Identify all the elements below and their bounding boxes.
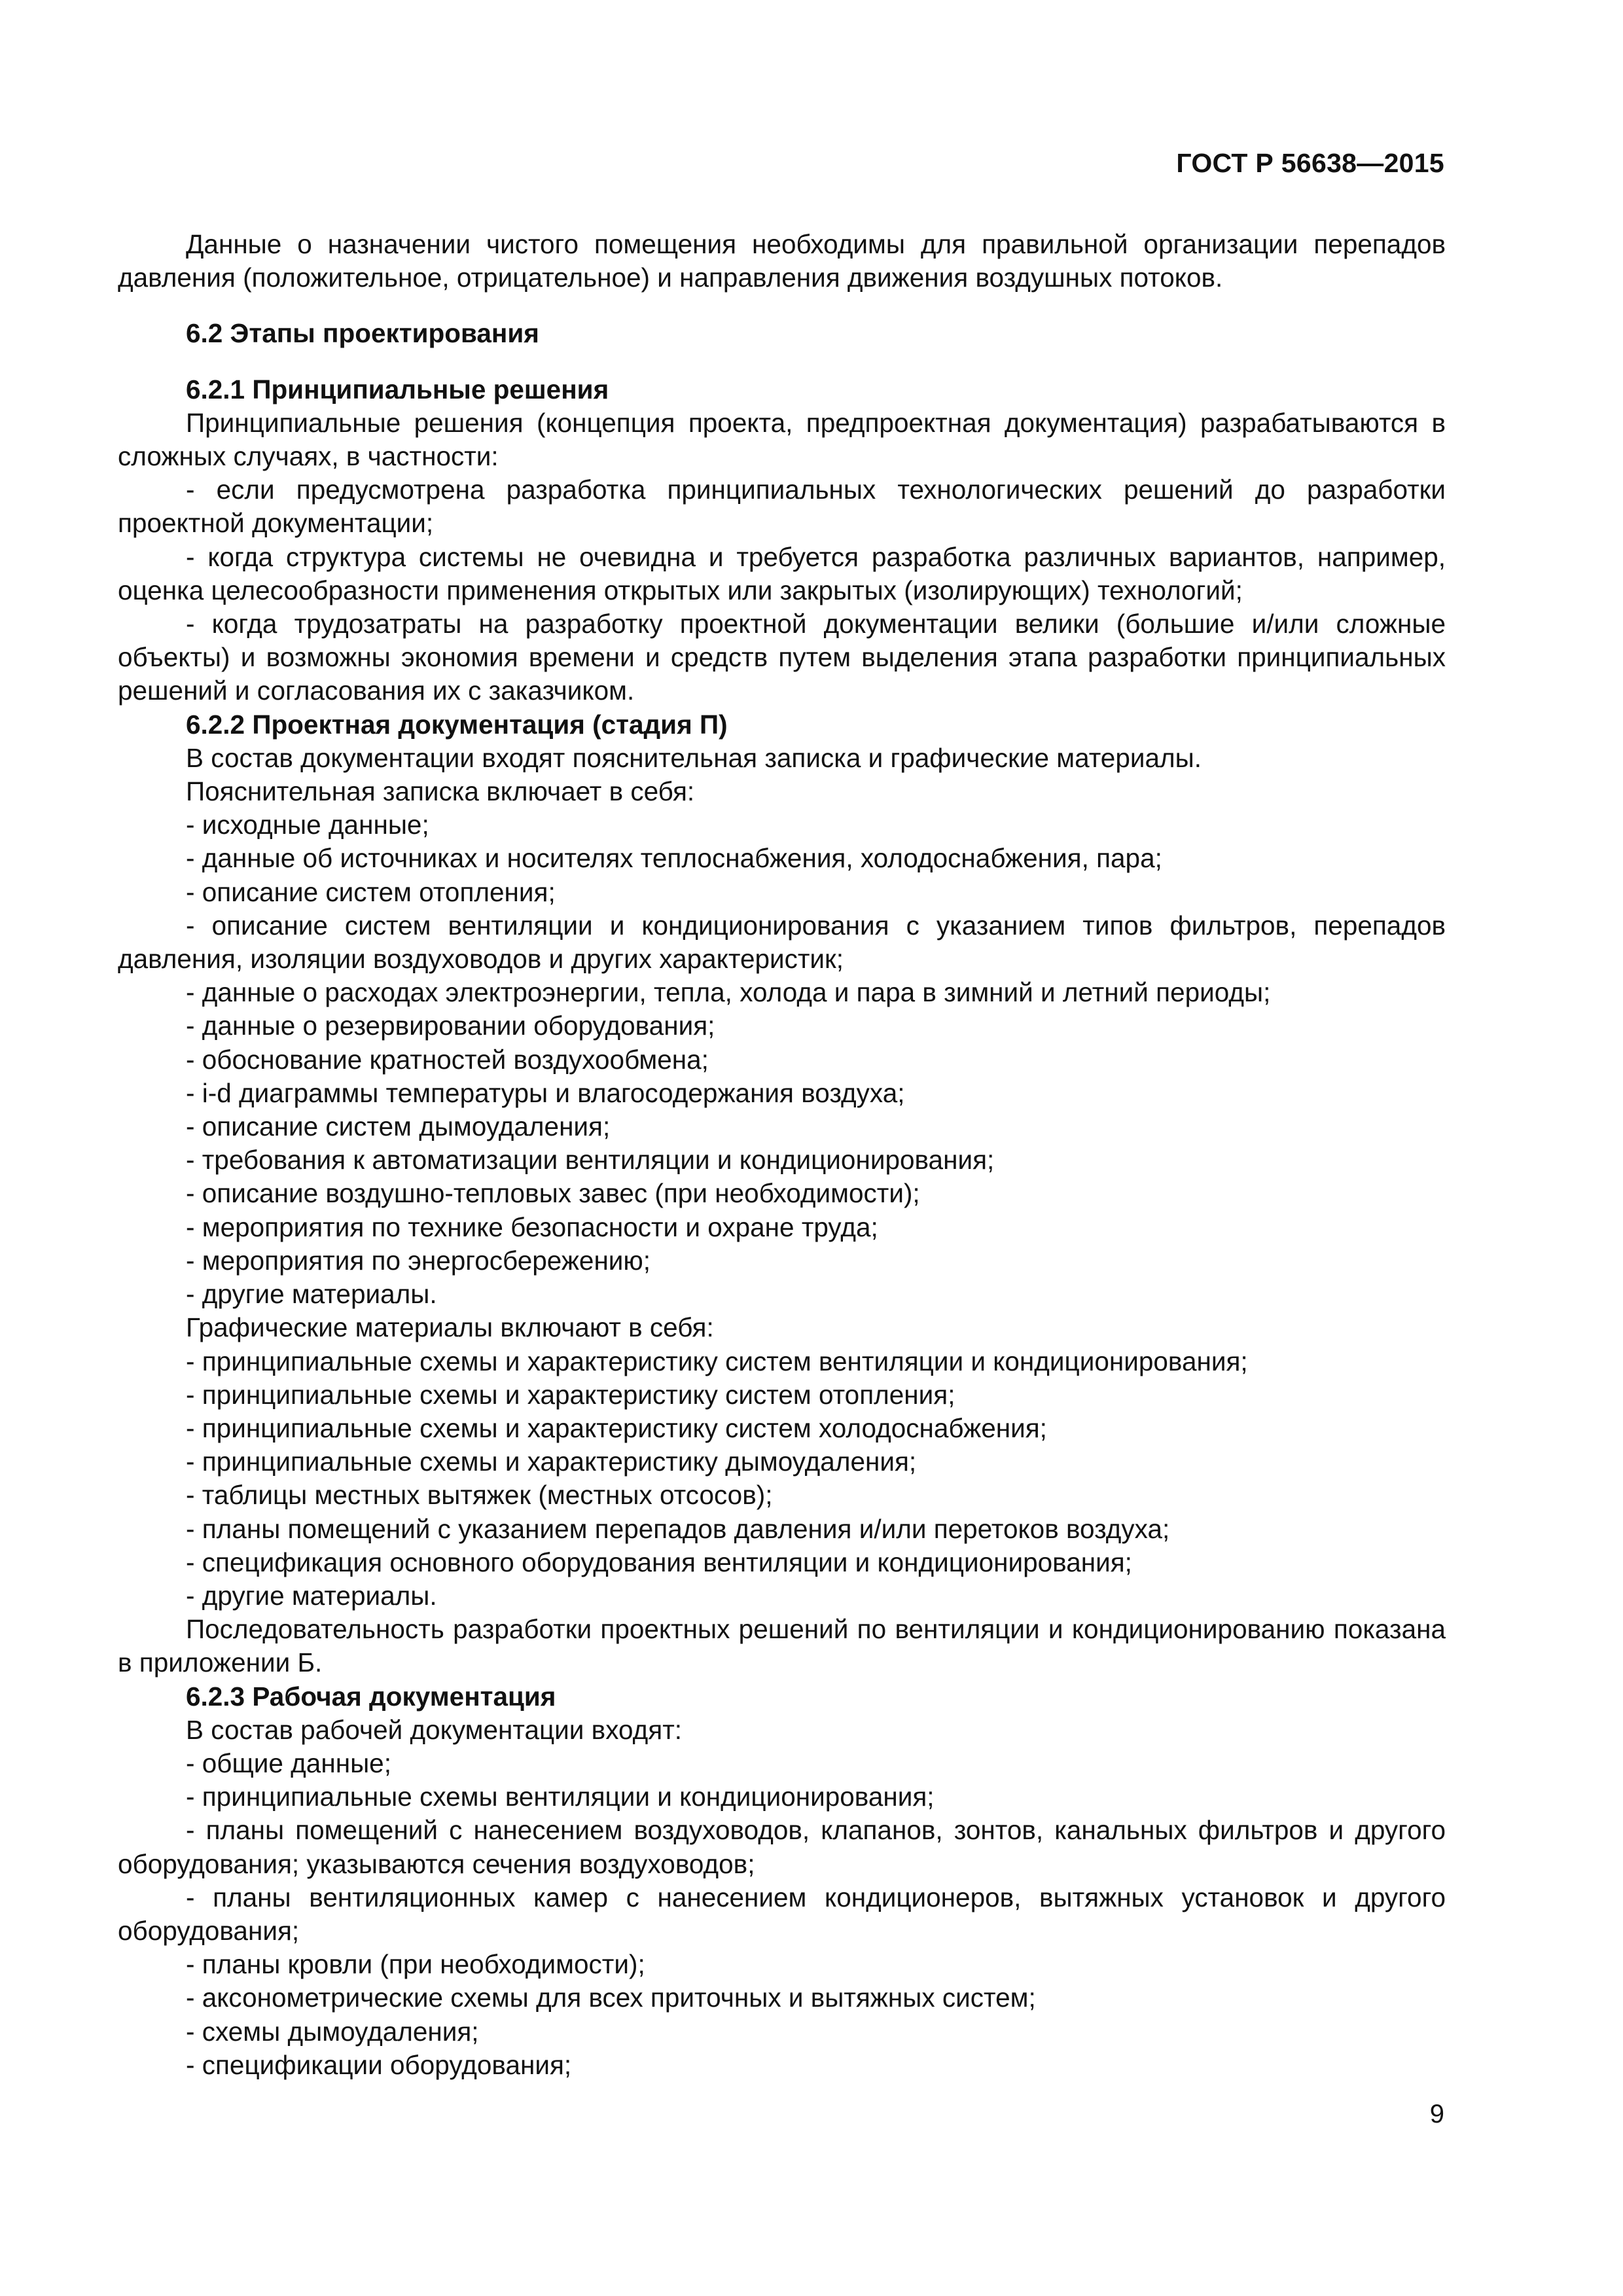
list-item: - обоснование кратностей воздухообмена;: [186, 1044, 709, 1075]
list-item: - требования к автоматизации вентиляции и кондиционирования;: [186, 1145, 995, 1175]
intro-paragraph: Данные о назначении чистого помещения необходимы для правильной организации перепадов давления (положительное, отрицательное) и направления движения воздушных потоков.: [118, 229, 1446, 293]
list-item: - описание систем отопления;: [186, 876, 556, 907]
section-6-2-3-intro: В состав рабочей документации входят:: [186, 1714, 682, 1745]
list-item: - если предусмотрена разработка принципиальных технологических решений до разработки проектной документации;: [118, 475, 1446, 539]
list-item: - таблицы местных вытяжек (местных отсосов);: [186, 1480, 773, 1511]
list-item: - принципиальные схемы вентиляции и кондиционирования;: [186, 1782, 935, 1812]
document-body: [118, 228, 1446, 2082]
section-heading-6-2-1: 6.2.1 Принципиальные решения: [186, 374, 609, 404]
list-item: - данные о резервировании оборудования;: [186, 1011, 715, 1041]
section-6-2-2-closing: Последовательность разработки проектных решений по вентиляции и кондиционированию показана в приложении Б.: [118, 1614, 1446, 1678]
list-item: - описание систем дымоудаления;: [186, 1111, 611, 1142]
list-item: - спецификация основного оборудования вентиляции и кондиционирования;: [186, 1547, 1132, 1577]
explanatory-note-intro: Пояснительная записка включает в себя:: [186, 776, 695, 807]
list-item: - принципиальные схемы и характеристику систем холодоснабжения;: [186, 1412, 1047, 1443]
list-item: - другие материалы.: [186, 1279, 437, 1310]
graphic-materials-intro: Графические материалы включают в себя:: [186, 1312, 714, 1343]
list-item: - планы помещений с указанием перепадов давления и/или перетоков воздуха;: [186, 1513, 1170, 1544]
document-header-id: ГОСТ Р 56638—2015: [1176, 148, 1444, 178]
page-number: 9: [1429, 2100, 1444, 2128]
list-item: - принципиальные схемы и характеристику систем отопления;: [186, 1379, 955, 1410]
list-item: - принципиальные схемы и характеристику систем вентиляции и кондиционирования;: [186, 1346, 1248, 1376]
list-item: - описание воздушно-тепловых завес (при необходимости);: [186, 1178, 920, 1209]
section-heading-6-2: 6.2 Этапы проектирования: [186, 318, 539, 349]
list-item: - описание систем вентиляции и кондиционирования с указанием типов фильтров, перепадов давления, изоляции воздуховодов и других характеристик;: [118, 910, 1446, 975]
list-item: - исходные данные;: [186, 810, 429, 840]
list-item: - общие данные;: [186, 1748, 391, 1778]
list-item: - планы помещений с нанесением воздуховодов, клапанов, зонтов, канальных фильтров и другого оборудования; указываются сечения воздуховодов;: [118, 1815, 1446, 1879]
section-6-2-1-intro: Принципиальные решения (концепция проекта, предпроектная документация) разрабатываются в сложных случаях, в частности:: [118, 407, 1446, 472]
list-item: - спецификации оборудования;: [186, 2049, 572, 2080]
list-item: - данные о расходах электроэнергии, тепла, холода и пара в зимний и летний периоды;: [186, 977, 1271, 1008]
list-item: - когда трудозатраты на разработку проектной документации велики (большие и/или сложные объекты) и возможны экономия времени и средств путем выделения этапа разработки принципиальных решений и согласования их с заказчиком.: [118, 609, 1446, 706]
list-item: - аксонометрические схемы для всех приточных и вытяжных систем;: [186, 1982, 1036, 2013]
list-item: - принципиальные схемы и характеристику дымоудаления;: [186, 1446, 917, 1477]
list-item: - мероприятия по технике безопасности и охране труда;: [186, 1211, 878, 1242]
list-item: - данные об источниках и носителях теплоснабжения, холодоснабжения, пара;: [186, 843, 1162, 874]
section-6-2-2-intro: В состав документации входят пояснительная записка и графические материалы.: [186, 742, 1202, 773]
list-item: - когда структура системы не очевидна и требуется разработка различных вариантов, например, оценка целесообразности применения открытых или закрытых (изолирующих) технологий;: [118, 541, 1446, 605]
section-heading-6-2-3: 6.2.3 Рабочая документация: [186, 1681, 556, 1712]
list-item: - другие материалы.: [186, 1580, 437, 1611]
list-item: - схемы дымоудаления;: [186, 2016, 479, 2047]
list-item: - планы кровли (при необходимости);: [186, 1949, 645, 1980]
list-item: - планы вентиляционных камер с нанесением кондиционеров, вытяжных установок и другого оборудования;: [118, 1882, 1446, 1946]
list-item: - i-d диаграммы температуры и влагосодержания воздуха;: [186, 1077, 905, 1108]
list-item: - мероприятия по энергосбережению;: [186, 1245, 651, 1276]
section-heading-6-2-2: 6.2.2 Проектная документация (стадия П): [186, 709, 728, 740]
